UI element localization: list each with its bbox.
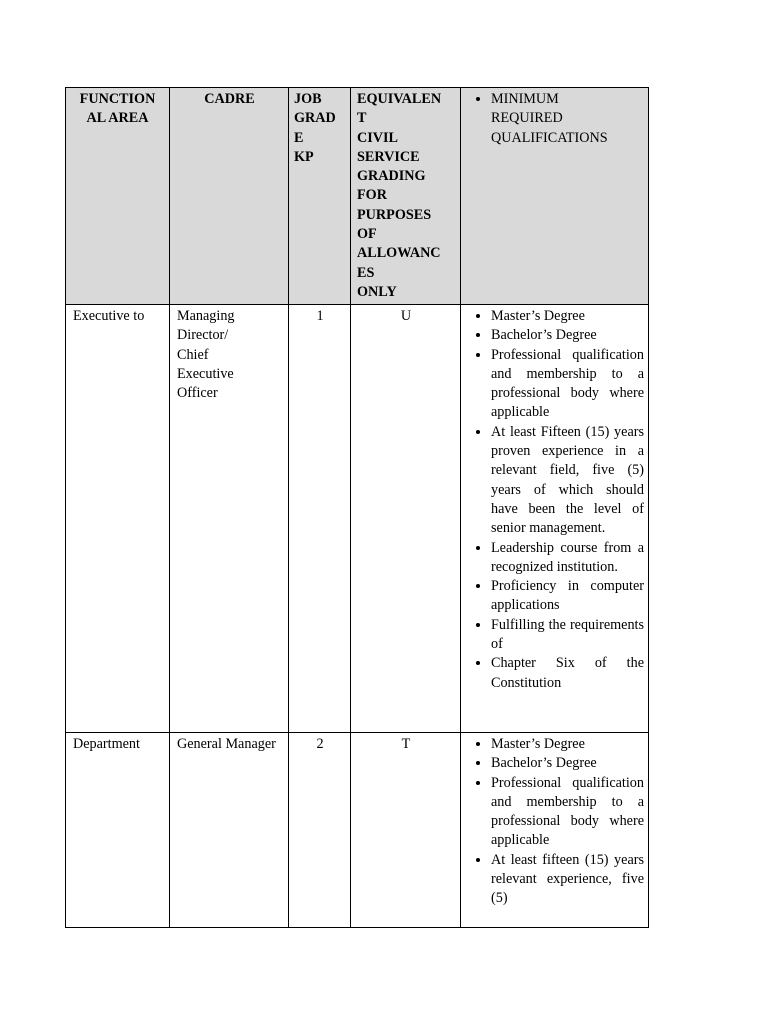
header-row — [66, 88, 649, 305]
list-item: • Bachelor’s Degree — [491, 326, 646, 345]
list-item: • Fulfilling the requirements of — [491, 616, 646, 655]
job-grade-header: JOB GRAD E KP — [289, 88, 351, 305]
qualifications-list — [469, 735, 646, 909]
list-item: • Bachelor’s Degree — [491, 754, 646, 773]
qualifications-list — [469, 307, 646, 693]
list-item: • Proficiency in computer applications — [491, 577, 646, 616]
cadre-header: CADRE — [170, 88, 289, 305]
cadre-cell: Managing Director/ Chief Executive Officer — [170, 305, 289, 733]
table-row — [66, 305, 649, 733]
grading-table — [65, 87, 649, 928]
equivalent-grade-cell: T — [351, 733, 461, 928]
list-item: • At least fifteen (15) years relevant experience, five (5) — [491, 851, 646, 909]
qualifications-header-text: • MINIMUM REQUIRED QUALIFICATIONS — [491, 90, 642, 148]
job-grade-cell: 2 — [289, 733, 351, 928]
list-item: • Chapter Six of the Constitution — [491, 654, 646, 693]
list-item: • Master’s Degree — [491, 307, 646, 326]
functional-area-header: FUNCTION AL AREA — [66, 88, 170, 305]
list-item: • At least Fifteen (15) years proven experience in a relevant field, five (5) years of which should have been the level of senior management. — [491, 423, 646, 539]
list-item: • Master’s Degree — [491, 735, 646, 754]
equivalent-grading-header: EQUIVALEN T CIVIL SERVICE GRADING FOR PURPOSES OF ALLOWANC ES ONLY — [351, 88, 461, 305]
list-item: • Professional qualification and membership to a professional body where applicable — [491, 774, 646, 851]
list-item: • Leadership course from a recognized institution. — [491, 539, 646, 578]
table-row — [66, 733, 649, 928]
functional-area-cell: Executive to — [66, 305, 170, 733]
cadre-cell: General Manager — [170, 733, 289, 928]
qualifications-cell — [461, 733, 649, 928]
qualifications-header — [461, 88, 649, 305]
qualifications-cell — [461, 305, 649, 733]
job-grade-cell: 1 — [289, 305, 351, 733]
equivalent-grade-cell: U — [351, 305, 461, 733]
list-item: • Professional qualification and membership to a professional body where applicable — [491, 346, 646, 423]
functional-area-cell: Department — [66, 733, 170, 928]
